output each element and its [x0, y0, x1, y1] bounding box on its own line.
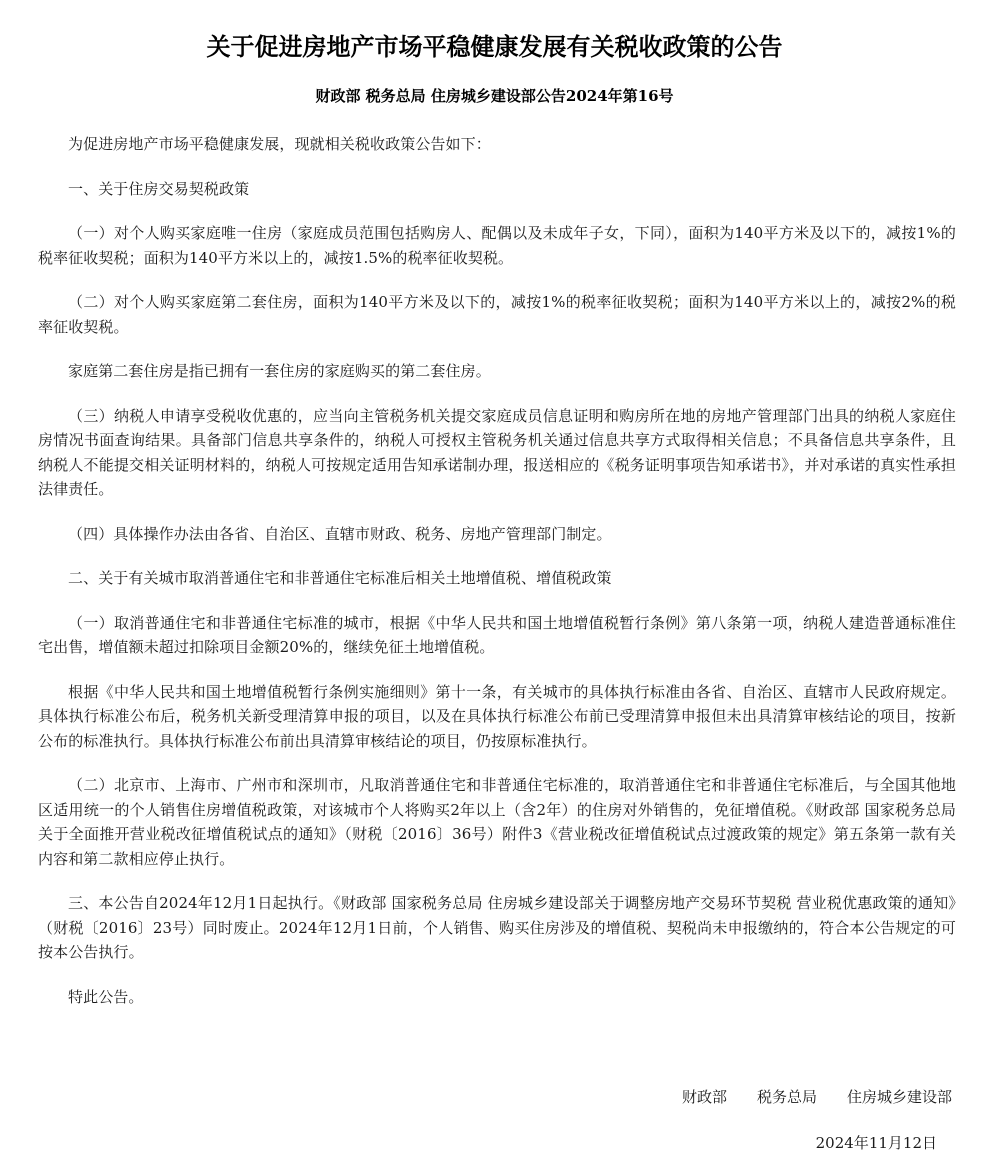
paragraph-2-1: （一）取消普通住宅和非普通住宅标准的城市，根据《中华人民共和国土地增值税暂行条例》第八条第一项，纳税人建造普通标准住宅出售，增值额未超过扣除项目金额20%的，继续免征土地增值税。 [38, 613, 956, 656]
signature-org-tax: 税务总局 [756, 1088, 817, 1106]
paragraph-1-3: （三）纳税人申请享受税收优惠的，应当向主管税务机关提交家庭成员信息证明和购房所在地的房地产管理部门出具的纳税人家庭住房情况书面查询结果。具备部门信息共享条件的，纳税人可授权主管税务机关通过信息共享方式取得相关信息；不具备信息共享条件，且纳税人不能提交相关证明材料的，纳税人可按规定适用告知承诺制办理，报送相应的《税务证明事项告知承诺书》，并对承诺的真实性承担法律责任。 [38, 406, 956, 498]
signature-org-mof: 财政部 [681, 1088, 727, 1106]
document-date: 2024年11月12日 [815, 1134, 937, 1152]
paragraph-intro: 为促进房地产市场平稳健康发展，现就相关税收政策公告如下： [68, 135, 491, 153]
closing-statement: 特此公告。 [68, 987, 144, 1006]
document-subtitle: 财政部 税务总局 住房城乡建设部公告2024年第16号 [315, 87, 674, 105]
signature-org-housing: 住房城乡建设部 [846, 1088, 952, 1106]
section-heading-1: 一、关于住房交易契税政策 [68, 179, 250, 198]
signature-block [652, 1085, 952, 1109]
paragraph-1-4: （四）具体操作办法由各省、自治区、直辖市财政、税务、房地产管理部门制定。 [68, 524, 612, 543]
section-heading-2: 二、关于有关城市取消普通住宅和非普通住宅标准后相关土地增值税、增值税政策 [68, 569, 612, 587]
document-title: 关于促进房地产市场平稳健康发展有关税收政策的公告 [206, 33, 783, 61]
paragraph-1-2: （二）对个人购买家庭第二套住房，面积为140平方米及以下的，减按1%的税率征收契税；面积为140平方米以上的，减按2%的税率征收契税。 [38, 293, 956, 336]
section-3: 三、本公告自2024年12月1日起执行。《财政部 国家税务总局 住房城乡建设部关于调整房地产交易环节契税 营业税优惠政策的通知》（财税〔2016〕23号）同时废止。2024年12月1日前，个人销售、购买住房涉及的增值税、契税尚未申报缴纳的，符合本公告规定的可按本公告执行。 [38, 894, 956, 961]
paragraph-1-2-note: 家庭第二套住房是指已拥有一套住房的家庭购买的第二套住房。 [68, 362, 491, 380]
paragraph-2-2: （二）北京市、上海市、广州市和深圳市，凡取消普通住宅和非普通住宅标准的，取消普通住宅和非普通住宅标准后，与全国其他地区适用统一的个人销售住房增值税政策，对该城市个人将购买2年以上（含2年）的住房对外销售的，免征增值税。《财政部 国家税务总局关于全面推开营业税改征增值税试点的通知》（财税〔2016〕36号）附件3《营业税改征增值税试点过渡政策的规定》第五条第一款有关内容和第二款相应停止执行。 [38, 776, 956, 868]
paragraph-1-1: （一）对个人购买家庭唯一住房（家庭成员范围包括购房人、配偶以及未成年子女，下同），面积为140平方米及以下的，减按1%的税率征收契税；面积为140平方米以上的，减按1.5%的税率征收契税。 [38, 224, 956, 267]
document-body [38, 132, 956, 1029]
paragraph-2-1-note: 根据《中华人民共和国土地增值税暂行条例实施细则》第十一条，有关城市的具体执行标准由各省、自治区、直辖市人民政府规定。具体执行标准公布后，税务机关新受理清算申报的项目，以及在具体执行标准公布前已受理清算申报但未出具清算审核结论的项目，按新公布的标准执行。具体执行标准公布前出具清算审核结论的项目，仍按原标准执行。 [38, 682, 956, 750]
